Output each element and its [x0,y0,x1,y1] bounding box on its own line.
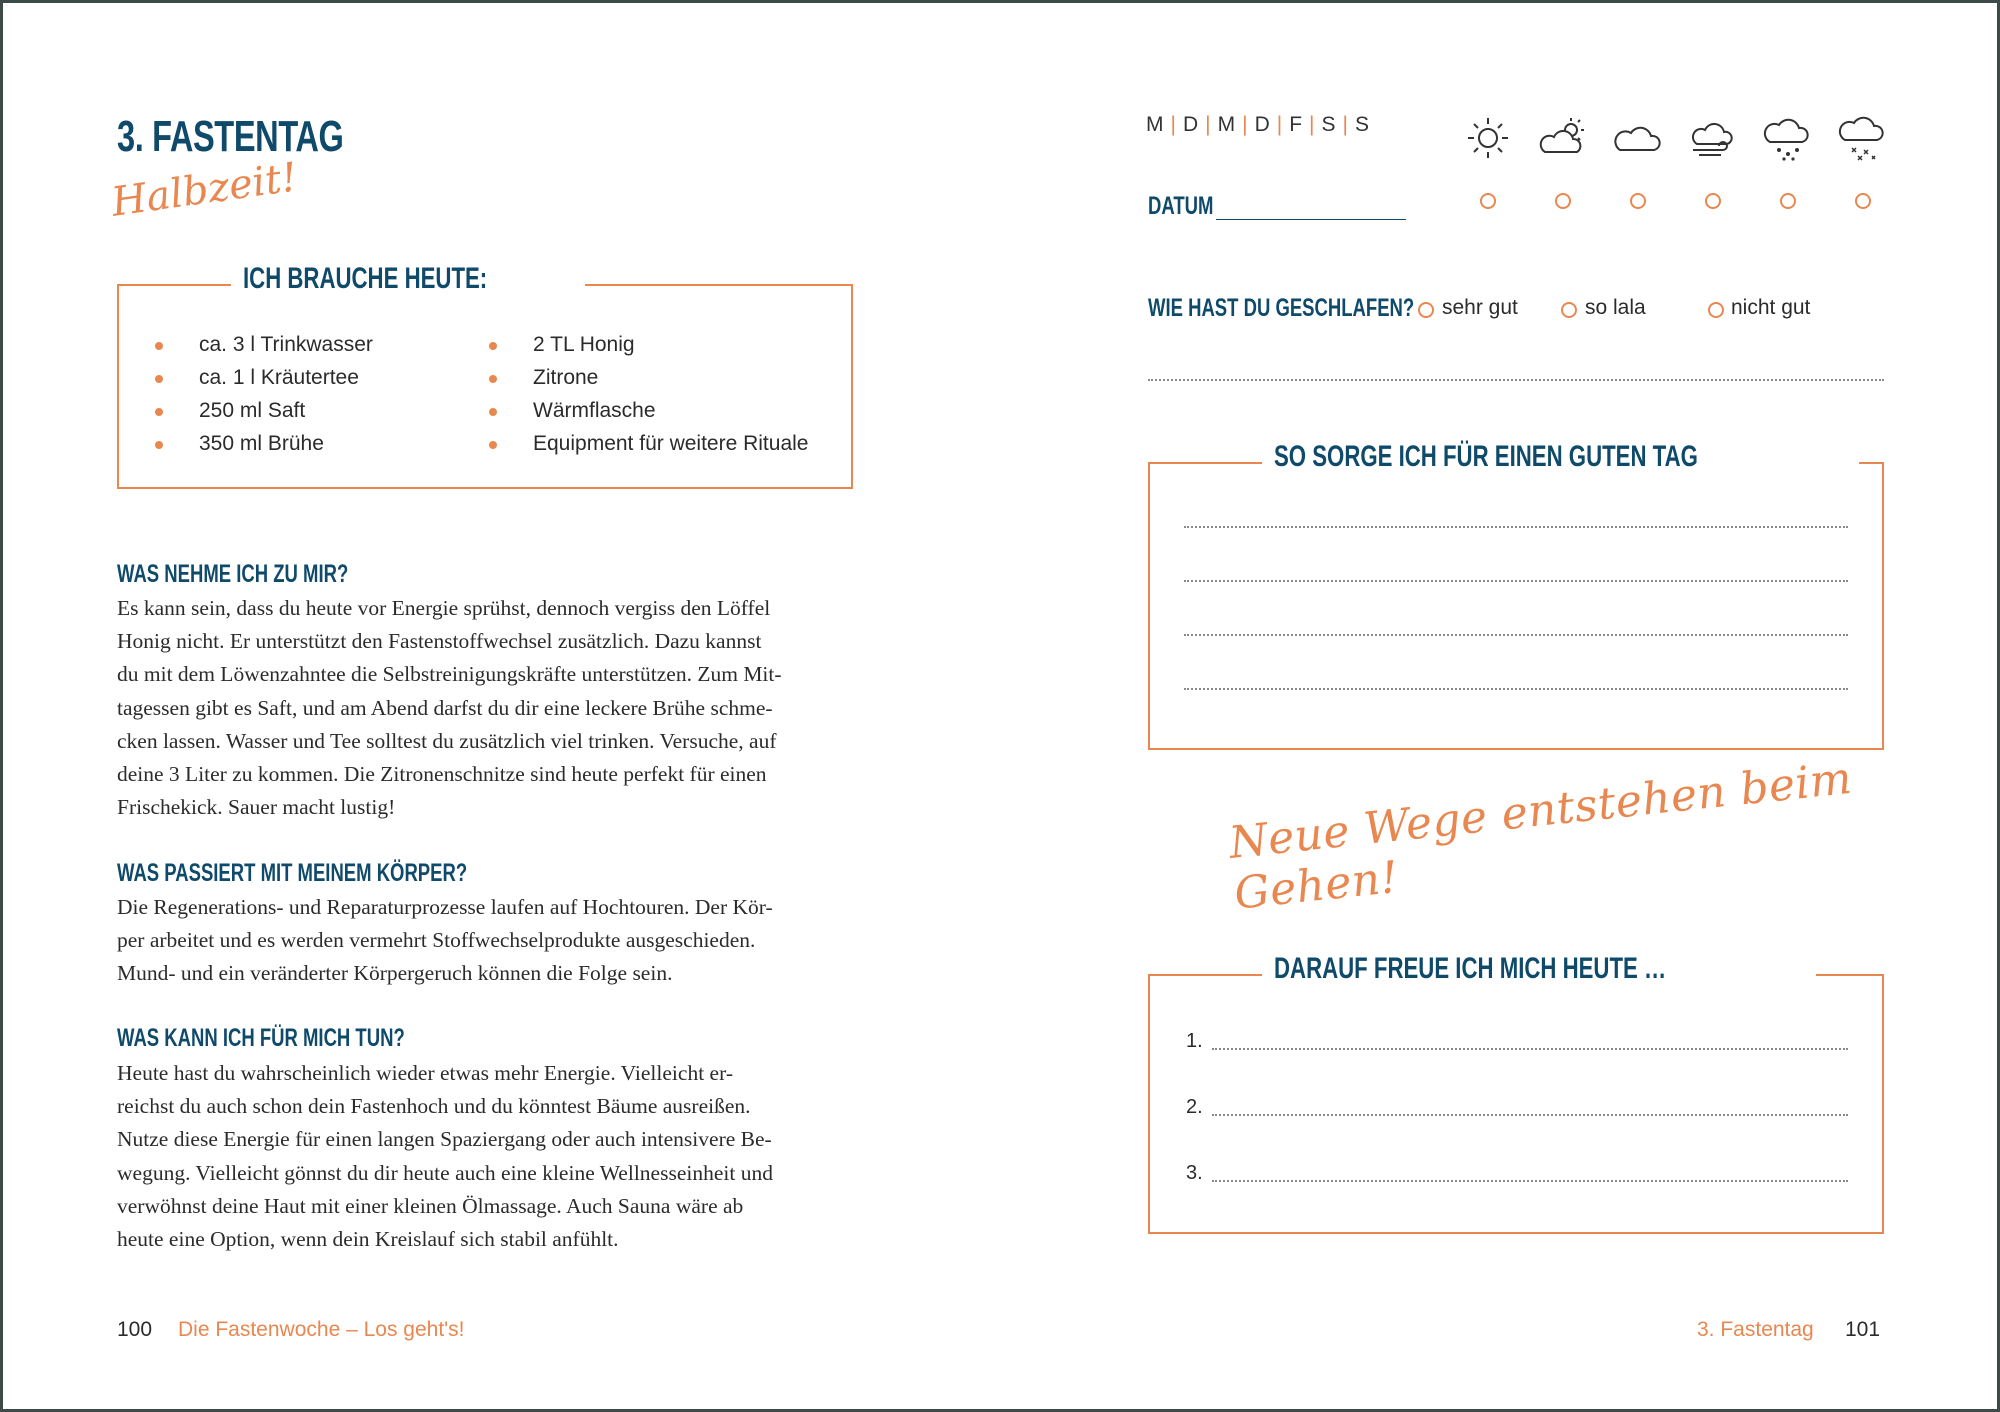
needs-heading: ICH BRAUCHE HEUTE: [231,262,585,296]
section-heading-selfcare: WAS KANN ICH FÜR MICH TUN? [117,1024,405,1052]
text-line: reichst du auch schon dein Fastenhoch und du könntest Bäume ausreißen. [117,1094,751,1119]
subtitle-halbzeit: Halbzeit! [108,154,301,226]
sleep-radio-so-lala[interactable] [1561,302,1577,318]
needs-item: ca. 3 l Trinkwasser [155,328,373,361]
weather-radio-sun[interactable] [1480,193,1496,209]
text-line: heute eine Option, wenn dein Kreislauf sich stabil anfühlt. [117,1227,619,1252]
needs-item: 2 TL Honig [489,328,808,361]
needs-item: Wärmflasche [489,394,808,427]
writing-line[interactable] [1212,1180,1848,1182]
needs-list-right [489,328,808,460]
writing-line[interactable] [1212,1114,1848,1116]
weather-radio-wind[interactable] [1705,193,1721,209]
datum-label: DATUM [1148,192,1214,220]
cloud-icon [1612,112,1664,164]
weekday-sun[interactable]: S [1355,113,1371,136]
sun-cloud-icon [1537,112,1589,164]
text-line: deine 3 Liter zu kommen. Die Zitronenschnitze sind heute perfekt für einen [117,762,767,787]
text-line: du mit dem Löwenzahntee die Selbstreinigungskräfte unterstützen. Zum Mit- [117,662,782,687]
sleep-notes-line[interactable] [1148,379,1884,381]
text-line: Es kann sein, dass du heute vor Energie sprühst, dennoch vergiss den Löffel [117,596,771,620]
text-line: cken lassen. Wasser und Tee solltest du zusätzlich viel trinken. Versuche, auf [117,728,777,753]
sleep-radio-nicht-gut[interactable] [1708,302,1724,318]
chapter-title-left: Die Fastenwoche – Los geht's! [178,1318,465,1341]
text-line: Mund- und ein veränderter Körpergeruch können die Folge sein. [117,961,673,986]
section-text-nutrition [117,592,853,824]
weather-radio-snow[interactable] [1855,193,1871,209]
section-heading-body: WAS PASSIERT MIT MEINEM KÖRPER? [117,859,468,887]
page-title: 3. FASTENTAG [117,112,344,161]
writing-line[interactable] [1184,526,1848,528]
weather-radio-cloud[interactable] [1630,193,1646,209]
weekday-tue[interactable]: D [1182,113,1200,136]
motto-quote: Neue Wege entstehen beim Gehen! [1226,752,1855,920]
joy-heading: DARAUF FREUE ICH MICH HEUTE … [1262,952,1816,986]
writing-line[interactable] [1184,580,1848,582]
weekday-wed[interactable]: M [1217,113,1237,136]
needs-item: 250 ml Saft [155,394,373,427]
rain-cloud-icon [1762,112,1814,164]
text-line: Nutze diese Energie für einen langen Spaziergang oder auch intensivere Be- [117,1127,772,1152]
sleep-option-label: sehr gut [1442,296,1518,319]
text-line: Die Regenerations- und Reparaturprozesse laufen auf Hochtouren. Der Kör- [117,895,773,919]
weekday-selector: M | D | M | D | F | S | S [1146,113,1371,136]
list-number: 1. [1186,1030,1203,1052]
writing-line[interactable] [1184,688,1848,690]
datum-input-line[interactable] [1216,219,1406,220]
text-line: verwöhnst deine Haut mit einer kleinen Ölmassage. Auch Sauna wäre ab [117,1193,744,1218]
text-line: tagessen gibt es Saft, und am Abend darfst du dir eine leckere Brühe schme- [117,695,773,720]
list-number: 2. [1186,1096,1203,1118]
section-heading-nutrition: WAS NEHME ICH ZU MIR? [117,560,349,588]
good-day-box [1148,440,1884,750]
weather-radio-sun-cloud[interactable] [1555,193,1571,209]
sleep-question: WIE HAST DU GESCHLAFEN? [1148,294,1415,322]
page-number-right: 101 [1845,1318,1881,1341]
weather-radio-rain[interactable] [1780,193,1796,209]
needs-list-left [155,328,373,460]
joy-box [1148,952,1884,1234]
needs-item: ca. 1 l Kräutertee [155,361,373,394]
needs-item: Zitrone [489,361,808,394]
writing-line[interactable] [1184,634,1848,636]
text-line: Honig nicht. Er unterstützt den Fastenstoffwechsel zusätzlich. Dazu kannst [117,629,762,654]
writing-line[interactable] [1212,1048,1848,1050]
sleep-option-label: so lala [1585,296,1646,319]
text-line: Heute hast du wahrscheinlich wieder etwas mehr Energie. Vielleicht er- [117,1061,733,1085]
weekday-sat[interactable]: S [1321,113,1337,136]
snow-cloud-icon [1837,112,1889,164]
good-day-heading: SO SORGE ICH FÜR EINEN GUTEN TAG [1262,440,1859,474]
weekday-mon[interactable]: M [1146,113,1165,136]
needs-item: 350 ml Brühe [155,427,373,460]
list-number: 3. [1186,1162,1203,1184]
weekday-thu[interactable]: D [1254,113,1271,136]
needs-item: Equipment für weitere Rituale [489,427,808,460]
section-text-selfcare [117,1057,853,1256]
chapter-title-right: 3. Fastentag [1697,1318,1814,1341]
section-text-body [117,891,853,991]
page-number-left: 100 [117,1318,153,1341]
sleep-radio-sehr-gut[interactable] [1418,302,1434,318]
weekday-fri[interactable]: F [1289,113,1304,136]
needs-box [117,262,853,489]
text-line: per arbeitet und es werden vermehrt Stoffwechselprodukte ausgeschieden. [117,928,756,953]
text-line: wegung. Vielleicht gönnst du dir heute auch eine kleine Wellnesseinheit und [117,1160,773,1185]
sleep-option-label: nicht gut [1731,296,1811,319]
text-line: Frischekick. Sauer macht lustig! [117,795,396,820]
sun-icon [1462,112,1514,164]
wind-cloud-icon [1687,112,1739,164]
